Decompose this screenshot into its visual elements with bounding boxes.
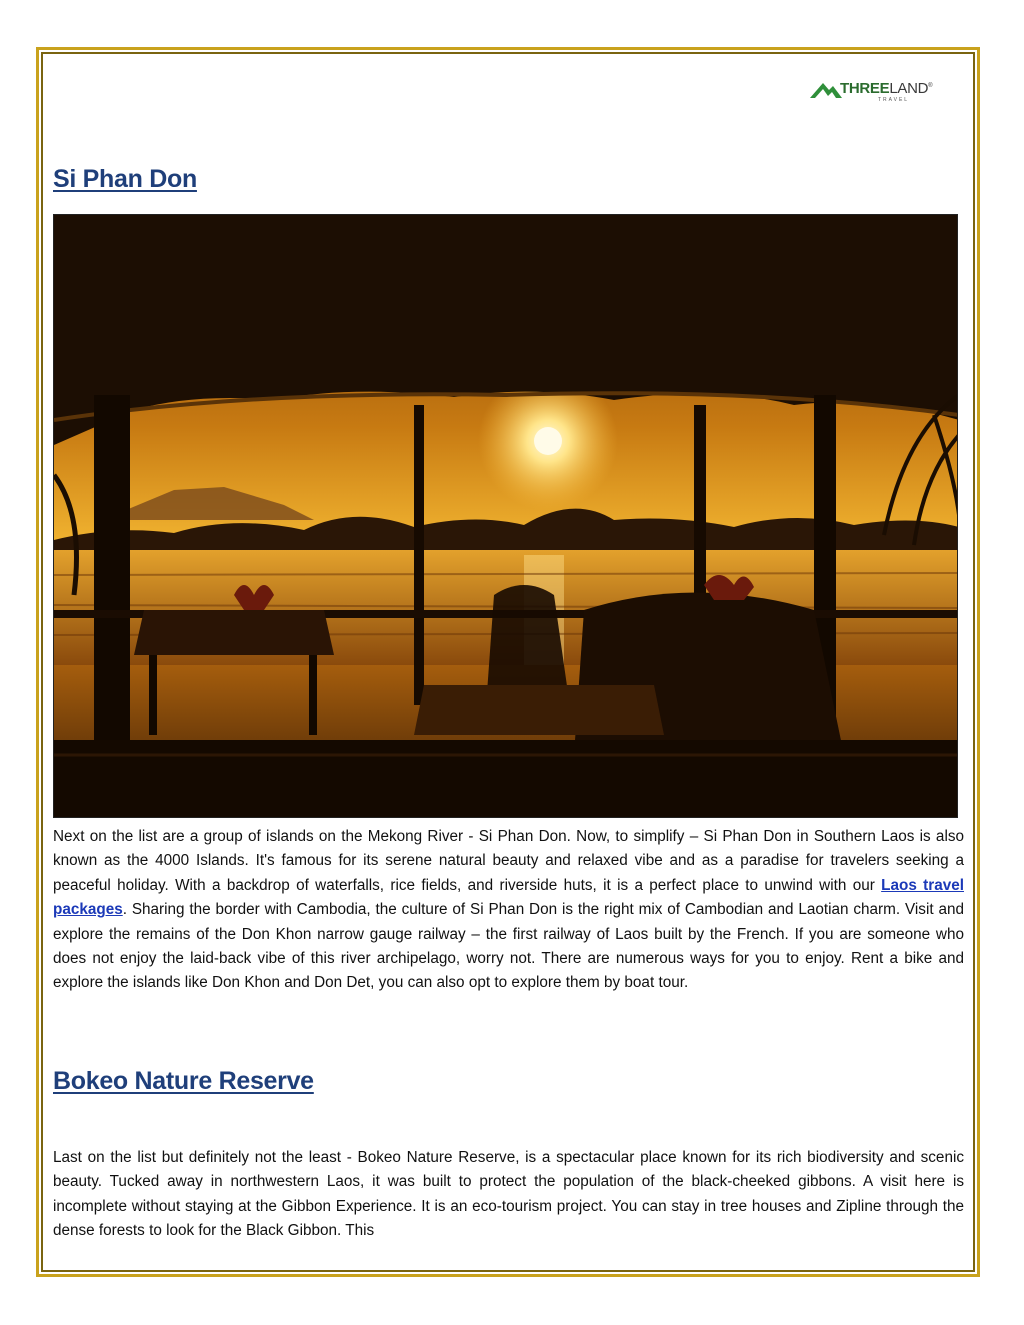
si-phan-don-sunset-photo: [53, 214, 958, 818]
laos-travel-packages-link[interactable]: Laos travel packages: [53, 876, 964, 919]
section-heading-si-phan-don: Si Phan Don: [53, 165, 197, 193]
mountain-logo-icon: [810, 80, 842, 100]
logo-tagline: TRAVEL: [878, 97, 910, 103]
si-phan-don-paragraph: Next on the list are a group of islands on the Mekong River - Si Phan Don. Now, to simplify – Si Phan Don in Southern Laos is also known as the 4000 Islands. It's famous for its serene natural beauty and relaxed vibe and as a paradise for travelers seeking a peaceful holiday. With a backdrop of waterfalls, rice fields, and riverside huts, it is a perfect place to unwind with our Laos travel packages. Sharing the border with Cambodia, the culture of Si Phan Don is the right mix of Cambodian and Laotian charm. Visit and explore the remains of the Don Khon narrow gauge railway – the first railway of Laos built by the French. If you are someone who does not enjoy the laid-back vibe of this river archipelago, worry not. There are numerous ways for you to enjoy. Rent a bike and explore the islands like Don Khon and Don Det, you can also opt to explore them by boat tour.: [53, 828, 964, 992]
threeland-logo: [810, 78, 942, 106]
logo-wordmark: THREELAND®: [840, 80, 933, 97]
section-heading-bokeo-nature-reserve: Bokeo Nature Reserve: [53, 1067, 314, 1095]
bokeo-paragraph: Last on the list but definitely not the least - Bokeo Nature Reserve, is a spectacular place known for its rich biodiversity and scenic beauty. Tucked away in northwestern Laos, it was built to protect the population of the black-cheeked gibbons. A visit here is incomplete without staying at the Gibbon Experience. It is an eco-tourism project. You can stay in tree houses and Zipline through the dense forests to look for the Black Gibbon. This: [53, 1149, 964, 1240]
